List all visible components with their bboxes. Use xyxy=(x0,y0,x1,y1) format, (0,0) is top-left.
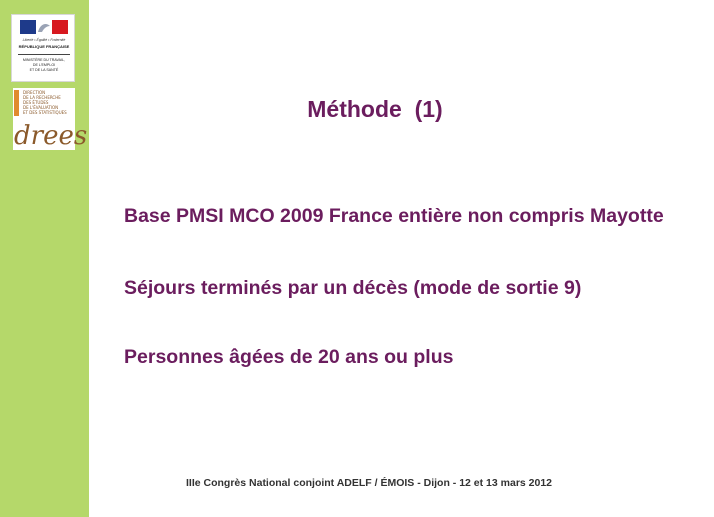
drees-wordmark: drees xyxy=(14,121,88,151)
bullet-list xyxy=(124,204,694,370)
bullet-item: Personnes âgées de 20 ans ou plus xyxy=(124,346,454,368)
motto-text: Liberté • Égalité • Fraternité xyxy=(22,38,66,42)
republic-text: RÉPUBLIQUE FRANÇAISE xyxy=(18,44,70,49)
ministry-line: MINISTÈRE DU TRAVAIL, xyxy=(22,58,66,62)
left-sidebar xyxy=(0,0,89,517)
marianne-flag-icon xyxy=(20,20,68,34)
bullet-item: Base PMSI MCO 2009 France entière non compris Mayotte xyxy=(124,205,664,227)
drees-line: DE L'ÉVALUATION xyxy=(23,105,59,110)
drees-logo-icon xyxy=(13,88,88,151)
drees-logo xyxy=(13,88,88,151)
drees-line: DES ÉTUDES xyxy=(23,100,49,105)
drees-line: ET DES STATISTIQUES xyxy=(23,110,67,115)
bullet-item: Séjours terminés par un décès (mode de sortie 9) xyxy=(124,277,582,299)
drees-line: DE LA RECHERCHE xyxy=(23,95,61,100)
slide-title: Méthode (1) xyxy=(307,96,443,122)
ministry-logo xyxy=(11,14,75,82)
ministry-line: ET DE LA SANTÉ xyxy=(29,68,59,72)
drees-line: DIRECTION xyxy=(23,90,46,95)
logo-divider xyxy=(18,54,70,55)
footer-text: IIIe Congrès National conjoint ADELF / ÉMOIS - Dijon - 12 et 13 mars 2012 xyxy=(186,477,553,489)
ministry-line: DE L'EMPLOI xyxy=(32,63,56,67)
ministry-text xyxy=(14,58,74,73)
